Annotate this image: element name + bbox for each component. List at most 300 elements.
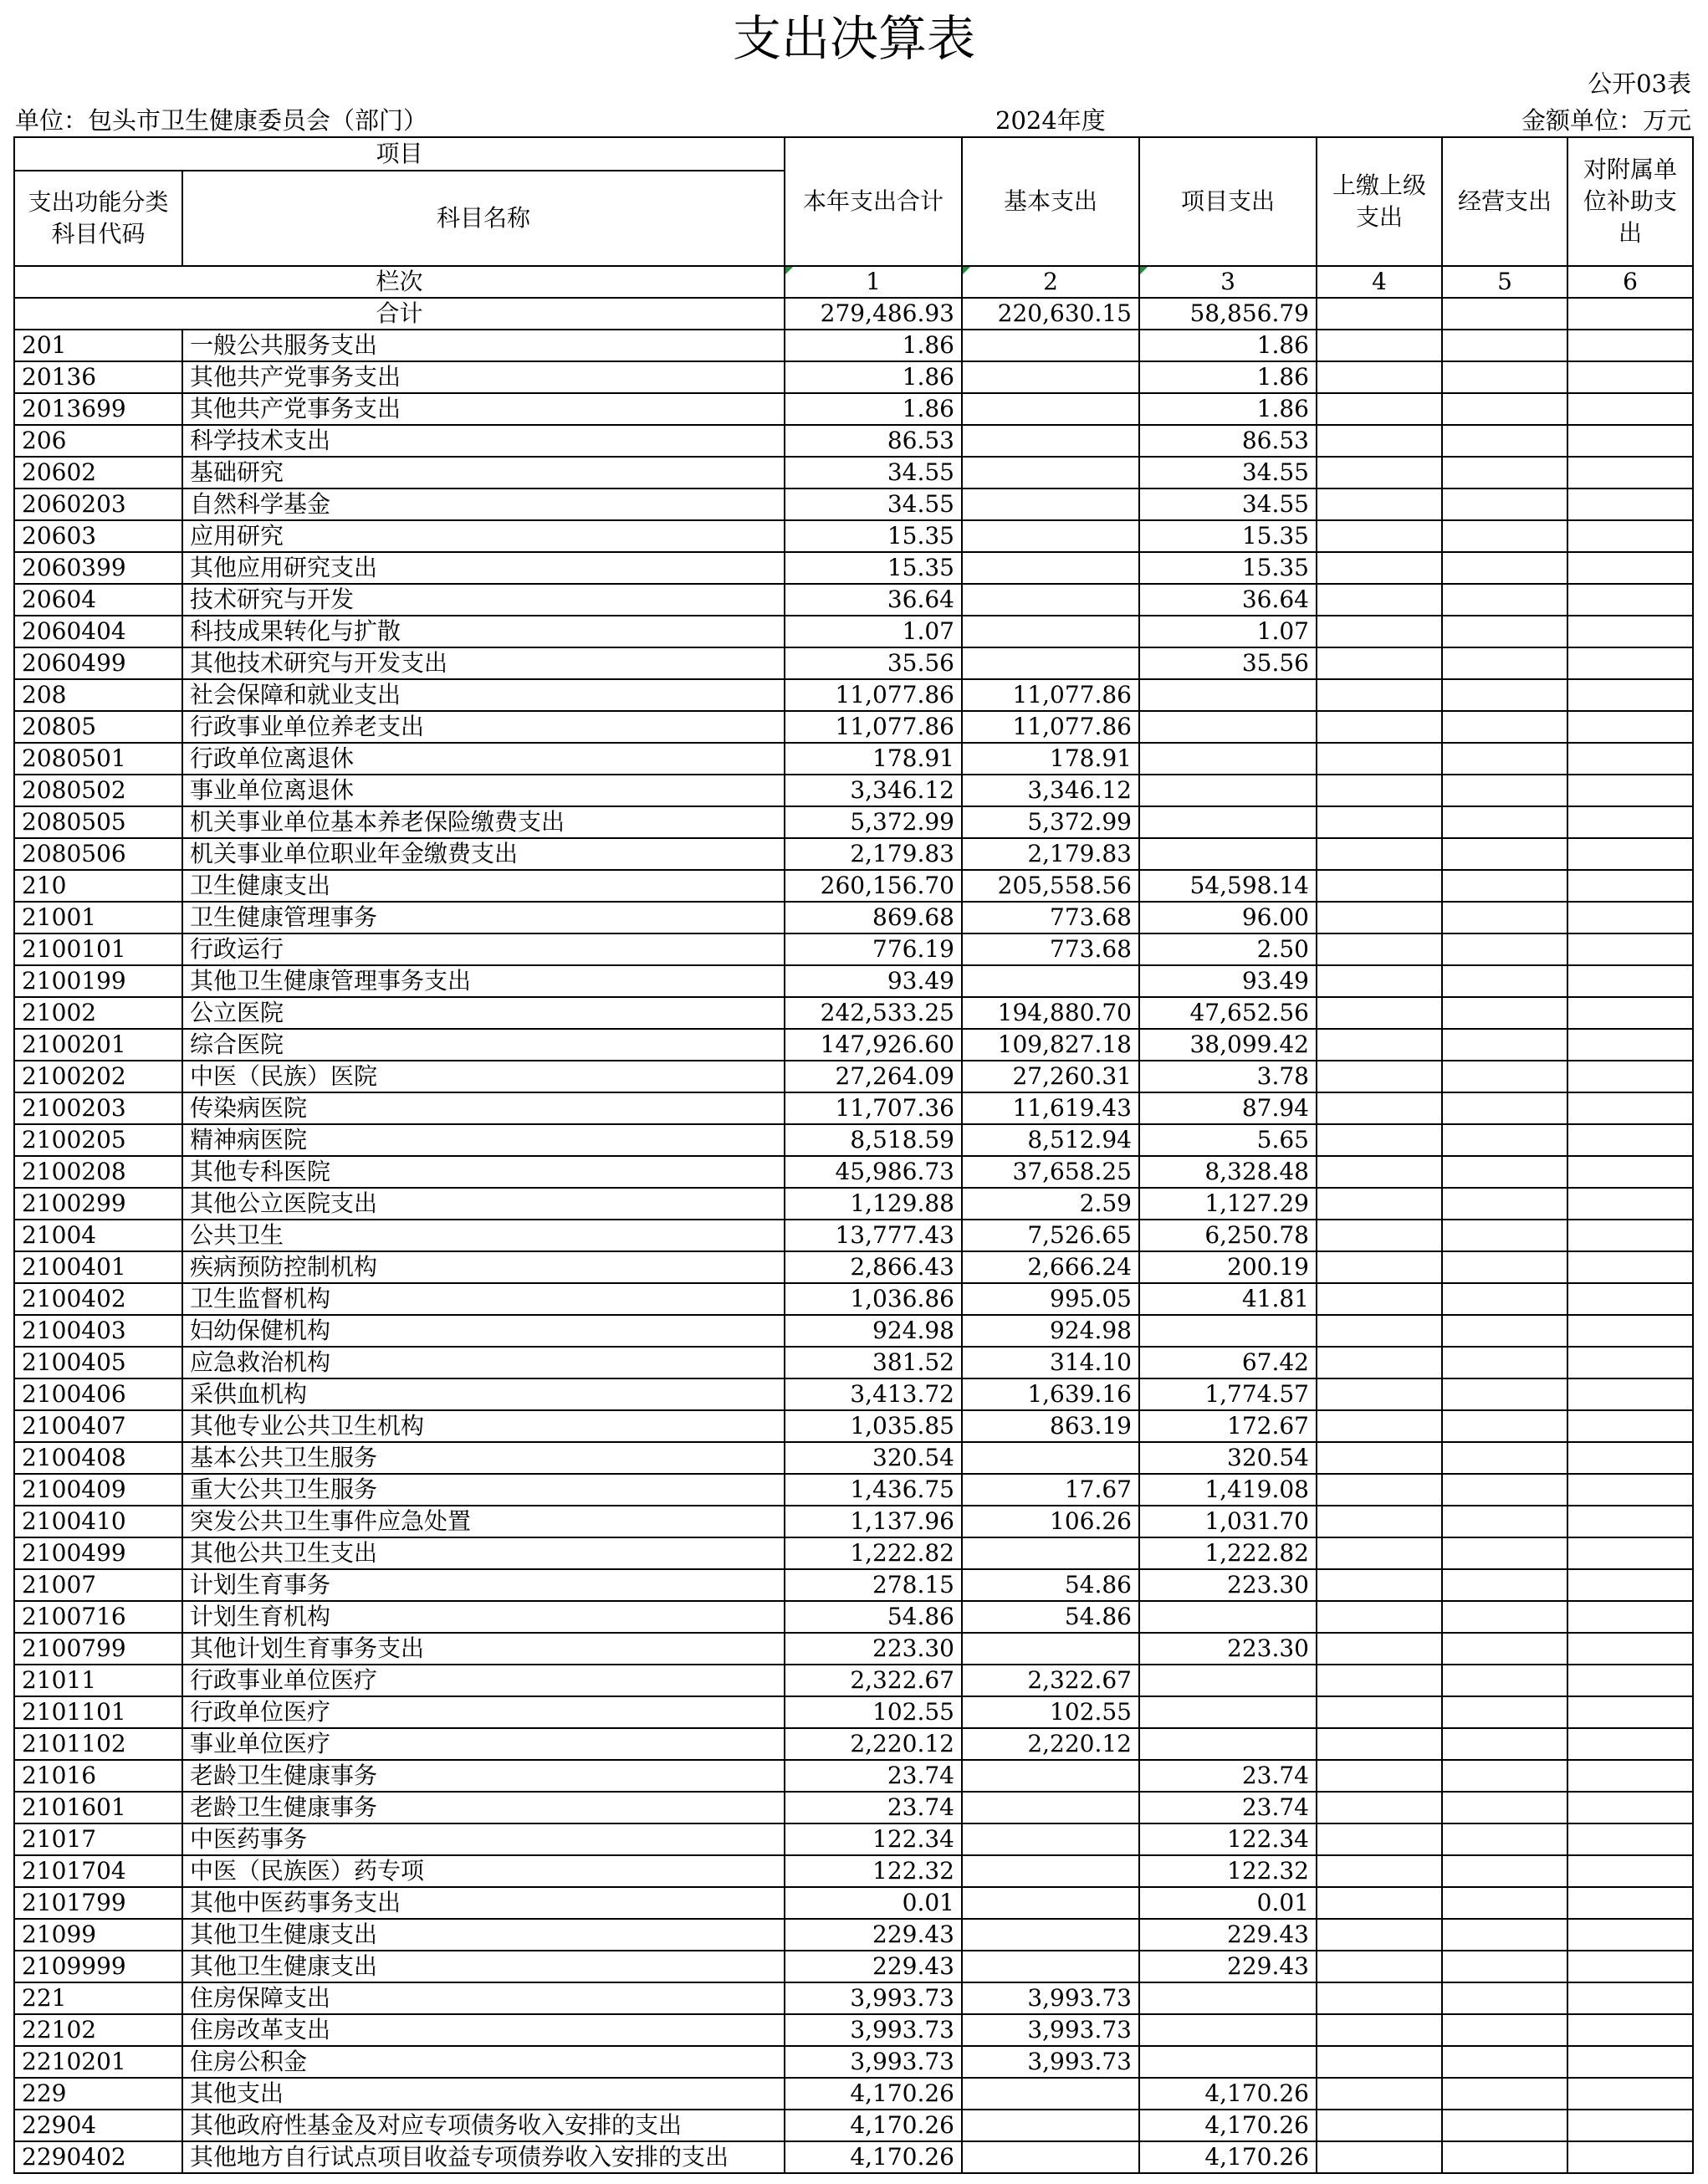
row-total: 13,777.43	[785, 1220, 962, 1251]
row-name: 行政单位医疗	[182, 1696, 785, 1728]
row-total: 15.35	[785, 552, 962, 584]
row-code: 2100499	[14, 1537, 182, 1569]
row-code: 2100403	[14, 1315, 182, 1347]
row-subsidy	[1567, 1665, 1693, 1696]
row-upper	[1317, 933, 1442, 965]
row-subsidy	[1567, 1951, 1693, 1982]
row-basic: 8,512.94	[962, 1124, 1139, 1156]
row-subsidy	[1567, 1855, 1693, 1887]
row-project	[1139, 743, 1317, 775]
row-name: 其他公立医院支出	[182, 1188, 785, 1220]
row-project	[1139, 1982, 1317, 2014]
row-total: 36.64	[785, 584, 962, 616]
row-total: 15.35	[785, 520, 962, 552]
row-total: 45,986.73	[785, 1156, 962, 1188]
row-subsidy	[1567, 552, 1693, 584]
row-basic: 27,260.31	[962, 1061, 1139, 1092]
table-row	[14, 743, 1693, 775]
row-project: 8,328.48	[1139, 1156, 1317, 1188]
row-code: 20805	[14, 711, 182, 743]
row-total: 178.91	[785, 743, 962, 775]
row-project	[1139, 1601, 1317, 1633]
row-code: 2080505	[14, 806, 182, 838]
summary-project: 58,856.79	[1139, 298, 1317, 330]
row-name: 其他卫生健康支出	[182, 1951, 785, 1982]
row-upper	[1317, 1792, 1442, 1823]
table-row	[14, 1569, 1693, 1601]
row-code: 2060404	[14, 616, 182, 647]
row-upper	[1317, 711, 1442, 743]
row-code: 2100205	[14, 1124, 182, 1156]
row-subsidy	[1567, 806, 1693, 838]
row-project: 23.74	[1139, 1792, 1317, 1823]
table-row	[14, 647, 1693, 679]
row-business	[1442, 393, 1567, 425]
row-total: 3,346.12	[785, 775, 962, 806]
row-upper	[1317, 965, 1442, 997]
row-business	[1442, 425, 1567, 457]
row-code: 2100410	[14, 1506, 182, 1537]
row-total: 11,707.36	[785, 1092, 962, 1124]
row-code: 210	[14, 870, 182, 902]
row-subsidy	[1567, 361, 1693, 393]
row-code: 201	[14, 330, 182, 361]
row-subsidy	[1567, 2046, 1693, 2078]
row-upper	[1317, 775, 1442, 806]
row-code: 22904	[14, 2110, 182, 2141]
row-total: 229.43	[785, 1951, 962, 1982]
row-name: 计划生育机构	[182, 1601, 785, 1633]
header-name: 科目名称	[182, 171, 785, 266]
row-project	[1139, 679, 1317, 711]
table-row	[14, 1474, 1693, 1506]
row-total: 3,993.73	[785, 1982, 962, 2014]
row-project: 320.54	[1139, 1442, 1317, 1474]
row-project: 36.64	[1139, 584, 1317, 616]
row-business	[1442, 1156, 1567, 1188]
row-project: 229.43	[1139, 1951, 1317, 1982]
table-row	[14, 1188, 1693, 1220]
row-business	[1442, 1315, 1567, 1347]
row-business	[1442, 743, 1567, 775]
row-subsidy	[1567, 1696, 1693, 1728]
row-code: 2100202	[14, 1061, 182, 1092]
row-code: 2100203	[14, 1092, 182, 1124]
row-upper	[1317, 457, 1442, 488]
row-total: 242,533.25	[785, 997, 962, 1029]
row-basic: 2,220.12	[962, 1728, 1139, 1760]
row-code: 20604	[14, 584, 182, 616]
row-project: 67.42	[1139, 1347, 1317, 1378]
row-basic: 102.55	[962, 1696, 1139, 1728]
row-name: 其他专科医院	[182, 1156, 785, 1188]
row-business	[1442, 1029, 1567, 1061]
row-business	[1442, 870, 1567, 902]
row-upper	[1317, 1474, 1442, 1506]
table-row	[14, 393, 1693, 425]
table-row	[14, 1919, 1693, 1951]
row-basic: 11,077.86	[962, 679, 1139, 711]
row-project: 172.67	[1139, 1410, 1317, 1442]
row-name: 应急救治机构	[182, 1347, 785, 1378]
row-subsidy	[1567, 1124, 1693, 1156]
row-total: 86.53	[785, 425, 962, 457]
row-code: 20136	[14, 361, 182, 393]
row-name: 中医（民族医）药专项	[182, 1855, 785, 1887]
table-row	[14, 425, 1693, 457]
row-business	[1442, 330, 1567, 361]
row-name: 技术研究与开发	[182, 584, 785, 616]
row-subsidy	[1567, 1601, 1693, 1633]
column-index-4: 4	[1317, 266, 1442, 298]
row-project: 87.94	[1139, 1092, 1317, 1124]
row-code: 2290402	[14, 2141, 182, 2173]
row-basic: 17.67	[962, 1474, 1139, 1506]
row-basic	[962, 393, 1139, 425]
row-upper	[1317, 1569, 1442, 1601]
row-business	[1442, 1506, 1567, 1537]
table-row	[14, 933, 1693, 965]
row-project: 93.49	[1139, 965, 1317, 997]
row-name: 老龄卫生健康事务	[182, 1760, 785, 1792]
row-subsidy	[1567, 1220, 1693, 1251]
row-upper	[1317, 361, 1442, 393]
row-name: 一般公共服务支出	[182, 330, 785, 361]
row-total: 3,993.73	[785, 2014, 962, 2046]
row-basic	[962, 457, 1139, 488]
row-basic: 7,526.65	[962, 1220, 1139, 1251]
header-subsidy: 对附属单位补助支出	[1567, 137, 1693, 266]
row-business	[1442, 1823, 1567, 1855]
row-subsidy	[1567, 1251, 1693, 1283]
table-row	[14, 1506, 1693, 1537]
row-code: 2101704	[14, 1855, 182, 1887]
row-total: 278.15	[785, 1569, 962, 1601]
table-row	[14, 330, 1693, 361]
row-total: 0.01	[785, 1887, 962, 1919]
table-row	[14, 1061, 1693, 1092]
table-row	[14, 1665, 1693, 1696]
row-name: 机关事业单位职业年金缴费支出	[182, 838, 785, 870]
row-business	[1442, 1982, 1567, 2014]
expenditure-table	[13, 136, 1694, 2174]
row-upper	[1317, 902, 1442, 933]
row-name: 公共卫生	[182, 1220, 785, 1251]
row-name: 综合医院	[182, 1029, 785, 1061]
row-basic: 205,558.56	[962, 870, 1139, 902]
row-upper	[1317, 1537, 1442, 1569]
table-row	[14, 1792, 1693, 1823]
row-project: 1,127.29	[1139, 1188, 1317, 1220]
row-business	[1442, 1601, 1567, 1633]
table-row	[14, 1728, 1693, 1760]
row-business	[1442, 1728, 1567, 1760]
row-upper	[1317, 1633, 1442, 1665]
row-upper	[1317, 1029, 1442, 1061]
row-subsidy	[1567, 2078, 1693, 2110]
row-upper	[1317, 743, 1442, 775]
row-business	[1442, 1919, 1567, 1951]
row-code: 2210201	[14, 2046, 182, 2078]
row-total: 5,372.99	[785, 806, 962, 838]
row-name: 住房公积金	[182, 2046, 785, 2078]
row-project	[1139, 806, 1317, 838]
row-total: 229.43	[785, 1919, 962, 1951]
row-upper	[1317, 520, 1442, 552]
row-subsidy	[1567, 1823, 1693, 1855]
row-name: 其他技术研究与开发支出	[182, 647, 785, 679]
column-index-3: 3	[1139, 266, 1317, 298]
row-project: 1.86	[1139, 361, 1317, 393]
summary-business	[1442, 298, 1567, 330]
row-subsidy	[1567, 1792, 1693, 1823]
reporting-unit: 单位：包头市卫生健康委员会（部门）	[15, 106, 428, 135]
table-row	[14, 870, 1693, 902]
table-row	[14, 775, 1693, 806]
row-name: 其他专业公共卫生机构	[182, 1410, 785, 1442]
row-upper	[1317, 2141, 1442, 2173]
row-subsidy	[1567, 1569, 1693, 1601]
row-upper	[1317, 1061, 1442, 1092]
row-total: 4,170.26	[785, 2141, 962, 2173]
row-basic: 11,077.86	[962, 711, 1139, 743]
row-total: 2,220.12	[785, 1728, 962, 1760]
row-upper	[1317, 2110, 1442, 2141]
row-subsidy	[1567, 1315, 1693, 1347]
table-row	[14, 838, 1693, 870]
row-upper	[1317, 838, 1442, 870]
row-subsidy	[1567, 1537, 1693, 1569]
row-subsidy	[1567, 743, 1693, 775]
row-upper	[1317, 1156, 1442, 1188]
row-subsidy	[1567, 1029, 1693, 1061]
row-project	[1139, 711, 1317, 743]
row-code: 2100402	[14, 1283, 182, 1315]
row-name: 机关事业单位基本养老保险缴费支出	[182, 806, 785, 838]
row-subsidy	[1567, 425, 1693, 457]
row-business	[1442, 1061, 1567, 1092]
row-business	[1442, 1410, 1567, 1442]
row-project: 4,170.26	[1139, 2078, 1317, 2110]
row-upper	[1317, 1951, 1442, 1982]
row-business	[1442, 1760, 1567, 1792]
row-basic	[962, 425, 1139, 457]
row-code: 2100407	[14, 1410, 182, 1442]
row-code: 20602	[14, 457, 182, 488]
row-total: 3,413.72	[785, 1378, 962, 1410]
row-project: 35.56	[1139, 647, 1317, 679]
row-total: 122.32	[785, 1855, 962, 1887]
row-total: 776.19	[785, 933, 962, 965]
row-upper	[1317, 2046, 1442, 2078]
row-code: 21007	[14, 1569, 182, 1601]
table-row	[14, 1855, 1693, 1887]
page-title: 支出决算表	[732, 10, 975, 67]
row-subsidy	[1567, 584, 1693, 616]
table-row	[14, 361, 1693, 393]
row-project: 6,250.78	[1139, 1220, 1317, 1251]
row-name: 公立医院	[182, 997, 785, 1029]
row-basic: 924.98	[962, 1315, 1139, 1347]
row-name: 基本公共卫生服务	[182, 1442, 785, 1474]
row-total: 1,035.85	[785, 1410, 962, 1442]
row-project: 4,170.26	[1139, 2110, 1317, 2141]
row-name: 采供血机构	[182, 1378, 785, 1410]
row-project: 1,031.70	[1139, 1506, 1317, 1537]
column-index-1: 1	[785, 266, 962, 298]
row-basic	[962, 361, 1139, 393]
table-row	[14, 1124, 1693, 1156]
row-basic	[962, 647, 1139, 679]
table-row	[14, 1029, 1693, 1061]
row-business	[1442, 616, 1567, 647]
table-row	[14, 1601, 1693, 1633]
row-business	[1442, 965, 1567, 997]
row-total: 2,866.43	[785, 1251, 962, 1283]
header-item: 项目	[14, 137, 785, 171]
row-project: 54,598.14	[1139, 870, 1317, 902]
row-code: 2080501	[14, 743, 182, 775]
row-code: 229	[14, 2078, 182, 2110]
row-project: 15.35	[1139, 520, 1317, 552]
row-subsidy	[1567, 711, 1693, 743]
row-upper	[1317, 1347, 1442, 1378]
row-subsidy	[1567, 1410, 1693, 1442]
table-row	[14, 2046, 1693, 2078]
row-project: 23.74	[1139, 1760, 1317, 1792]
row-name: 中医（民族）医院	[182, 1061, 785, 1092]
summary-label: 合计	[14, 298, 785, 330]
row-subsidy	[1567, 2110, 1693, 2141]
row-project: 223.30	[1139, 1569, 1317, 1601]
row-basic: 3,993.73	[962, 2046, 1139, 2078]
row-code: 21004	[14, 1220, 182, 1251]
row-upper	[1317, 330, 1442, 361]
row-code: 2060499	[14, 647, 182, 679]
row-total: 2,179.83	[785, 838, 962, 870]
row-business	[1442, 933, 1567, 965]
table-row	[14, 1156, 1693, 1188]
row-subsidy	[1567, 1378, 1693, 1410]
row-business	[1442, 1855, 1567, 1887]
row-code: 2100101	[14, 933, 182, 965]
row-basic: 37,658.25	[962, 1156, 1139, 1188]
row-subsidy	[1567, 1474, 1693, 1506]
row-basic: 54.86	[962, 1569, 1139, 1601]
row-upper	[1317, 552, 1442, 584]
row-code: 22102	[14, 2014, 182, 2046]
row-name: 其他政府性基金及对应专项债务收入安排的支出	[182, 2110, 785, 2141]
form-code: 公开03表	[1588, 69, 1691, 98]
row-name: 重大公共卫生服务	[182, 1474, 785, 1506]
row-upper	[1317, 1283, 1442, 1315]
row-business	[1442, 647, 1567, 679]
row-business	[1442, 2110, 1567, 2141]
row-business	[1442, 1537, 1567, 1569]
table-row	[14, 1378, 1693, 1410]
row-business	[1442, 902, 1567, 933]
row-business	[1442, 997, 1567, 1029]
row-basic: 2,322.67	[962, 1665, 1139, 1696]
row-basic: 2,179.83	[962, 838, 1139, 870]
row-upper	[1317, 425, 1442, 457]
header-code: 支出功能分类科目代码	[14, 171, 182, 266]
row-code: 2101101	[14, 1696, 182, 1728]
row-code: 21017	[14, 1823, 182, 1855]
row-business	[1442, 1951, 1567, 1982]
row-upper	[1317, 488, 1442, 520]
row-name: 中医药事务	[182, 1823, 785, 1855]
row-project	[1139, 1315, 1317, 1347]
row-basic: 773.68	[962, 902, 1139, 933]
row-upper	[1317, 1410, 1442, 1442]
table-row	[14, 2014, 1693, 2046]
table-row	[14, 997, 1693, 1029]
table-row	[14, 1982, 1693, 2014]
row-basic: 3,993.73	[962, 1982, 1139, 2014]
row-code: 2100405	[14, 1347, 182, 1378]
row-basic	[962, 1919, 1139, 1951]
row-name: 妇幼保健机构	[182, 1315, 785, 1347]
row-basic: 2,666.24	[962, 1251, 1139, 1283]
row-subsidy	[1567, 1633, 1693, 1665]
row-name: 其他地方自行试点项目收益专项债券收入安排的支出	[182, 2141, 785, 2173]
row-basic: 11,619.43	[962, 1092, 1139, 1124]
row-upper	[1317, 2078, 1442, 2110]
row-upper	[1317, 1506, 1442, 1537]
header-basic: 基本支出	[962, 137, 1139, 266]
row-project: 122.34	[1139, 1823, 1317, 1855]
table-row	[14, 1951, 1693, 1982]
row-project	[1139, 838, 1317, 870]
row-name: 计划生育事务	[182, 1569, 785, 1601]
row-name: 其他公共卫生支出	[182, 1537, 785, 1569]
row-project: 1.86	[1139, 330, 1317, 361]
row-name: 住房保障支出	[182, 1982, 785, 2014]
row-subsidy	[1567, 775, 1693, 806]
row-name: 行政运行	[182, 933, 785, 965]
row-upper	[1317, 997, 1442, 1029]
row-basic	[962, 552, 1139, 584]
row-code: 21001	[14, 902, 182, 933]
row-business	[1442, 457, 1567, 488]
table-row	[14, 965, 1693, 997]
row-basic	[962, 1951, 1139, 1982]
row-code: 2100201	[14, 1029, 182, 1061]
row-upper	[1317, 647, 1442, 679]
table-body	[14, 330, 1693, 2173]
row-basic	[962, 1855, 1139, 1887]
row-total: 23.74	[785, 1760, 962, 1792]
row-total: 320.54	[785, 1442, 962, 1474]
row-business	[1442, 679, 1567, 711]
row-upper	[1317, 1696, 1442, 1728]
row-code: 21002	[14, 997, 182, 1029]
row-upper	[1317, 1665, 1442, 1696]
row-business	[1442, 1092, 1567, 1124]
row-project	[1139, 1728, 1317, 1760]
row-name: 住房改革支出	[182, 2014, 785, 2046]
row-subsidy	[1567, 457, 1693, 488]
row-upper	[1317, 1092, 1442, 1124]
row-basic	[962, 330, 1139, 361]
row-project: 1,774.57	[1139, 1378, 1317, 1410]
table-row	[14, 1442, 1693, 1474]
row-total: 223.30	[785, 1633, 962, 1665]
row-code: 21099	[14, 1919, 182, 1951]
row-name: 社会保障和就业支出	[182, 679, 785, 711]
row-project	[1139, 1696, 1317, 1728]
